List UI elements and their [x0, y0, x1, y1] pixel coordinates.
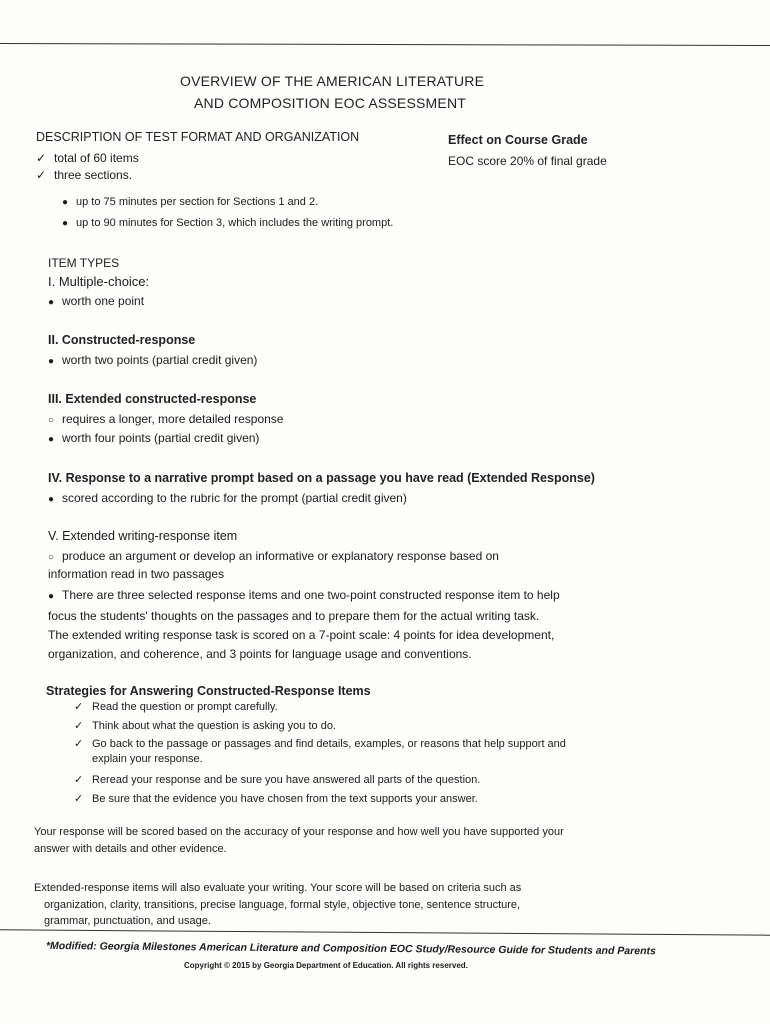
strategy-item-1: ✓ Read the question or prompt carefully. [74, 701, 278, 713]
check-icon: ✓ [74, 738, 84, 750]
item-types-heading: ITEM TYPES [48, 256, 120, 270]
strategies-heading: Strategies for Answering Constructed-Response Items [46, 684, 371, 698]
bullet-icon: ● [62, 197, 69, 208]
title-line-1: OVERVIEW OF THE AMERICAN LITERATURE [180, 73, 485, 89]
grade-heading: Effect on Course Grade [448, 133, 588, 147]
scoring-paragraph-line-1: Your response will be scored based on the accuracy of your response and how well you have supported your [34, 826, 564, 838]
strategy-item-3: ✓ Go back to the passage or passages and find details, examples, or reasons that help support and [74, 738, 566, 750]
item-type-ii-title: II. Constructed-response [48, 333, 196, 347]
bullet-icon: ● [48, 356, 55, 367]
item-type-iv-bullet-1: ● scored according to the rubric for the prompt (partial credit given) [48, 491, 407, 505]
item-type-i-bullet-1: ● worth one point [48, 294, 145, 308]
item-type-v-bullet-1: ○ produce an argument or develop an informative or explanatory response based on [48, 549, 499, 563]
item-type-v-line-3: The extended writing response task is scored on a 7-point scale: 4 points for idea development, [48, 628, 555, 642]
item-type-ii-bullet-1: ● worth two points (partial credit given) [48, 353, 258, 367]
item-type-v-line-2: focus the students' thoughts on the passages and to prepare them for the actual writing task. [48, 609, 540, 623]
footer-copyright: Copyright © 2015 by Georgia Department of Education. All rights reserved. [184, 961, 468, 970]
check-icon: ✓ [74, 720, 84, 732]
check-icon: ✓ [36, 168, 47, 182]
scoring-paragraph-line-2: answer with details and other evidence. [34, 843, 227, 855]
top-rule [0, 43, 770, 46]
strategy-item-3-cont: explain your response. [92, 753, 203, 765]
strategy-item-5: ✓ Be sure that the evidence you have chosen from the text supports your answer. [74, 793, 478, 805]
description-subitem-2: ● up to 90 minutes for Section 3, which includes the writing prompt. [62, 217, 394, 229]
writing-paragraph-line-3: grammar, punctuation, and usage. [44, 915, 211, 927]
title-line-2: AND COMPOSITION EOC ASSESSMENT [193, 95, 467, 111]
item-type-i-title: I. Multiple-choice: [48, 274, 150, 289]
grade-text: EOC score 20% of final grade [448, 154, 607, 168]
description-heading: DESCRIPTION OF TEST FORMAT AND ORGANIZATION [36, 130, 360, 144]
strategy-item-2: ✓ Think about what the question is asking you to do. [74, 720, 336, 732]
check-icon: ✓ [74, 701, 84, 713]
check-icon: ✓ [74, 774, 84, 786]
circle-bullet-icon: ○ [48, 415, 55, 426]
description-item-1: ✓ total of 60 items [36, 151, 139, 165]
circle-bullet-icon: ○ [48, 552, 55, 563]
bottom-rule [0, 929, 770, 935]
item-type-iii-title: III. Extended constructed-response [48, 392, 257, 406]
item-type-v-bullet-1-cont: information read in two passages [48, 567, 225, 581]
item-type-v-title: V. Extended writing-response item [48, 529, 238, 543]
item-type-v-bullet-2: ● There are three selected response items and one two-point constructed response item to help [48, 588, 560, 602]
writing-paragraph-line-2: organization, clarity, transitions, precise language, formal style, objective tone, sentence structure, [44, 899, 521, 911]
item-type-iv-title: IV. Response to a narrative prompt based on a passage you have read (Extended Response) [48, 471, 595, 485]
bullet-icon: ● [48, 434, 55, 445]
bullet-icon: ● [48, 494, 55, 505]
bullet-icon: ● [62, 218, 69, 229]
strategy-item-4: ✓ Reread your response and be sure you have answered all parts of the question. [74, 774, 481, 786]
page-title [180, 70, 485, 114]
footer-citation: *Modified: Georgia Milestones American Literature and Composition EOC Study/Resource Guide for Students and Parents [45, 940, 656, 958]
item-type-v-line-4: organization, and coherence, and 3 points for language usage and conventions. [48, 647, 472, 661]
item-type-iii-bullet-2: ● worth four points (partial credit given) [48, 431, 260, 445]
description-subitem-1: ● up to 75 minutes per section for Sections 1 and 2. [62, 196, 319, 208]
bullet-icon: ● [48, 591, 55, 602]
item-type-iii-bullet-1: ○ requires a longer, more detailed response [48, 412, 284, 426]
check-icon: ✓ [36, 151, 47, 165]
check-icon: ✓ [74, 793, 84, 805]
writing-paragraph-line-1: Extended-response items will also evaluate your writing. Your score will be based on criteria such as [34, 882, 522, 894]
description-item-2: ✓ three sections. [36, 168, 133, 182]
bullet-icon: ● [48, 297, 55, 308]
